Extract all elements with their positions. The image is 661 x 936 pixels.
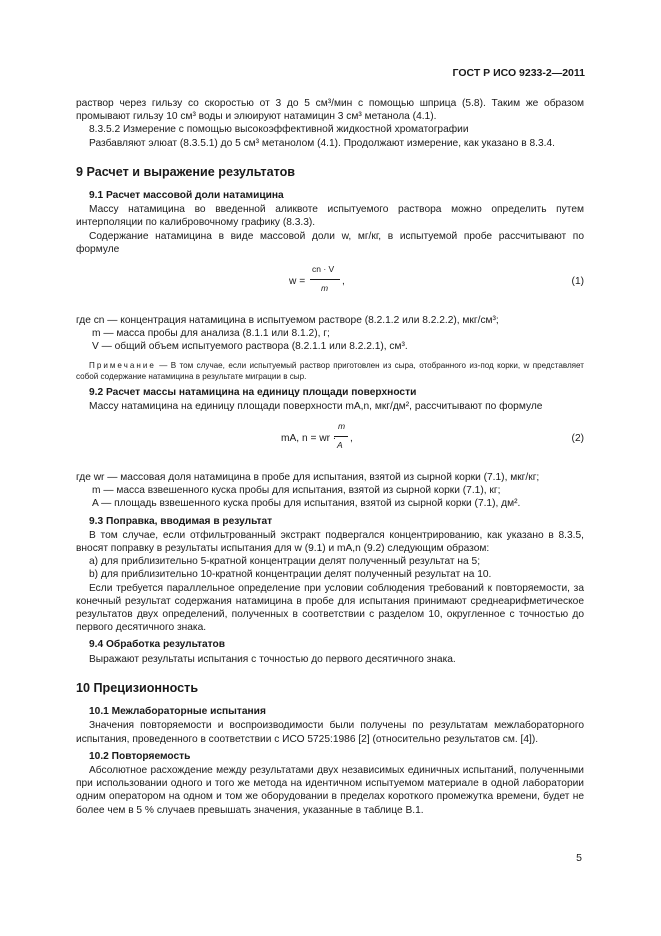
list-item: a) для приблизительно 5-кратной концентрации делят полученный результат на 5; — [89, 556, 481, 568]
paragraph: Значения повторяемости и воспроизводимости были получены по результатам межлабораторного испытания, проведенного в соответствии с ИСО 5725:1986 [2] (относительно результатов см. [4]). — [76, 720, 584, 745]
formula-numerator: m — [338, 421, 346, 432]
document-id: ГОСТ Р ИСО 9233-2—2011 — [452, 67, 585, 79]
where-line: где wr — массовая доля натамицина в пробе для испытания, взятой из сырной корки (7.1), мкг/кг; — [76, 472, 540, 484]
paragraph: раствор через гильзу со скоростью от 3 до 5 см³/мин с помощью шприца (5.8). Таким же образом промывают гильзу 10 см³ воды и элюируют натамицин 3 см³ метанола (4.1). — [76, 98, 584, 123]
paragraph: Абсолютное расхождение между результатами двух независимых единичных испытаний, полученными при использовании одного и того же метода на идентичном испытуемом материале в одной лаборатории одним оператором на одном и том же оборудовании в пределах короткого промежутка времени, будет не более чем в 5 % случаев превышать значения, указанные в таблице В.1. — [76, 764, 584, 816]
formula-number: (2) — [571, 433, 584, 445]
subsection-heading: 9.1 Расчет массовой доли натамицина — [89, 190, 284, 202]
subsection-heading: 10.1 Межлабораторные испытания — [89, 706, 266, 718]
subsection-heading: 9.4 Обработка результатов — [89, 639, 226, 651]
formula-2 — [76, 417, 584, 465]
formula-numerator: cn · V — [312, 264, 335, 275]
subsection-heading: 9.2 Расчет массы натамицина на единицу площади поверхности — [89, 386, 417, 398]
fraction-bar — [334, 436, 348, 437]
page-number: 5 — [576, 852, 582, 864]
note-text: — В том случае, если испытуемый раствор приготовлен из сыра, отобранного из-под корки, w представляет собой содержание натамицина в результате миграции в сыр. — [76, 360, 584, 381]
formula-denominator: m — [321, 283, 329, 294]
formula-number: (1) — [571, 276, 584, 288]
paragraph: В том случае, если отфильтрованный экстракт подвергался концентрированию, как указано в 8.3.5, вносят поправку в результаты испытания для w (9.1) и mA,n (9.2) следующим образом: — [76, 529, 584, 555]
where-line: m — масса пробы для анализа (8.1.1 или 8.1.2), г; — [92, 328, 330, 340]
where-line: m — масса взвешенного куска пробы для испытания, взятой из сырной корки (7.1), кг; — [92, 485, 501, 497]
note-label: Примечание — [89, 360, 156, 370]
page-body — [76, 97, 584, 817]
subsection-heading: 10.2 Повторяемость — [89, 750, 191, 762]
paragraph: Массу натамицина во введенной аликвоте испытуемого раствора можно определить путем интерполяции по калибровочному графику (8.3.3). — [76, 204, 584, 229]
formula-lhs: w = — [289, 276, 306, 288]
section-heading: 10 Прецизионность — [76, 680, 199, 695]
where-line: где cn — концентрация натамицина в испытуемом растворе (8.2.1.2 или 8.2.2.2), мкг/см³; — [76, 315, 499, 327]
formula-lhs: mA, n = wr · — [281, 433, 337, 445]
paragraph: Выражают результаты испытания с точностью до первого десятичного знака. — [89, 653, 456, 665]
note — [76, 360, 584, 382]
subsection-heading: 8.3.5.2 Измерение с помощью высокоэффективной жидкостной хроматографии — [89, 124, 469, 136]
section-heading: 9 Расчет и выражение результатов — [76, 164, 296, 179]
list-item: b) для приблизительно 10-кратной концентрации делят полученный результат на 10. — [89, 569, 492, 581]
formula-1 — [76, 260, 584, 308]
paragraph: Разбавляют элюат (8.3.5.1) до 5 см³ метанолом (4.1). Продолжают измерение, как указано в 8.3.4. — [89, 137, 556, 149]
paragraph: Если требуется параллельное определение при условии соблюдения требований к повторяемости, за конечный результат содержания натамицина в пробе для испытания принимают среднеарифметическое результатов двух определений, полученных в соответствии с разделом 10, округленное с точностью до первого десятичного знака. — [76, 582, 584, 634]
paragraph: Содержание натамицина в виде массовой доли w, мг/кг, в испытуемой пробе рассчитывают по формуле — [76, 230, 584, 255]
formula-tail: , — [350, 433, 353, 445]
paragraph: Массу натамицина на единицу площади поверхности mA,n, мкг/дм², рассчитывают по формуле — [89, 400, 543, 412]
fraction-bar — [310, 279, 340, 280]
formula-tail: , — [342, 276, 345, 288]
where-line: V — общий объем испытуемого раствора (8.2.1.1 или 8.2.2.1), см³. — [92, 341, 408, 353]
formula-denominator: A — [337, 440, 343, 451]
where-line: A — площадь взвешенного куска пробы для испытания, взятой из сырной корки (7.1), дм². — [92, 498, 521, 510]
subsection-heading: 9.3 Поправка, вводимая в результат — [89, 515, 273, 527]
